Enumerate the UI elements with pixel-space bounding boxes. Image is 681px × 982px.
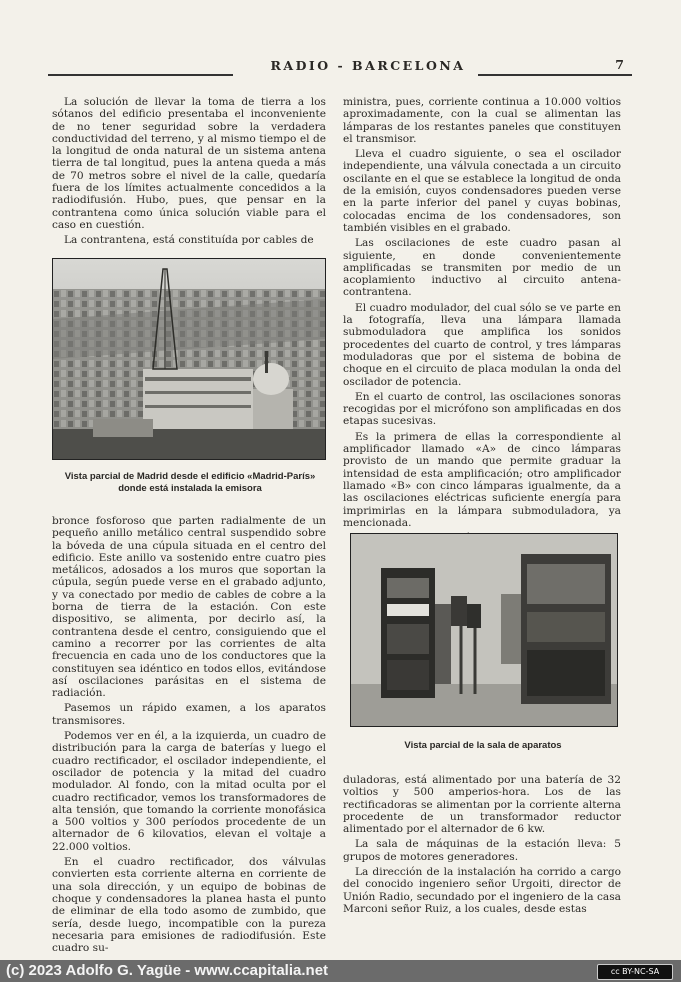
running-header <box>48 56 632 78</box>
paragraph: duladoras, está alimentado por una batería de 32 voltios y 500 amperios-hora. Los de las rectificadoras se alimentan por la corriente alterna procedente de un transformador reductor alimentado por el alternador de 6 kw. <box>343 774 621 836</box>
page-number: 7 <box>615 57 624 72</box>
left-column-bottom <box>52 515 326 957</box>
paragraph: El cuadro modulador, del cual sólo se ve parte en la fotografía, lleva una lámpara llamada submoduladora que amplifica los sonidos procedentes del cuarto de control, y tres lámparas moduladoras que por el sistema de bobina de choque en el circuito de placa modulan la onda del oscilador de potencia. <box>343 301 621 388</box>
paragraph: Podemos ver en él, a la izquierda, un cuadro de distribución para la carga de baterías y luego el cuadro rectificador, el oscilador independiente, el oscilador de potencia y la mitad del cuadro modulador. Al fondo, con la mitad oculta por el cuadro rectificador, vemos los transformadores de alta tensión, que tomando la corriente monofásica a 500 voltios y 300 períodos procedente de un alternador de 6 kilovatios, elevan el voltaje a 22.000 voltios. <box>52 730 326 853</box>
paragraph: La contrantena, está constituída por cables de <box>64 234 314 247</box>
copyright-credit: (c) 2023 Adolfo G. Yagüe - www.ccapitalia.net <box>6 962 329 979</box>
paragraph: La solución de llevar la toma de tierra a los sótanos del edificio presentaba el inconveniente de no tener seguridad sobre la verdadera conductividad del terreno, y al mismo tiempo el de la longitud de onda natural de un sistema antena tierra de tal longitud, pues la antena queda a más de 70 metros sobre el nivel de la calle, quedaría fuera de los límites actualmente concedidos a la radiodifusión. Hubo, pues, que pensar en la contrantena como única solución viable para el caso en cuestión. <box>52 96 326 231</box>
copyright-band <box>0 960 681 982</box>
photo-caption: Vista parcial de Madrid desde el edificio «Madrid-París» donde está instalada la emisora <box>64 471 316 494</box>
madrid-view-photo <box>52 258 326 460</box>
photo-caption: Vista parcial de la sala de aparatos <box>404 740 562 751</box>
paragraph: En el cuarto de control, las oscilaciones sonoras recogidas por el micrófono son amplificadas en dos etapas sucesivas. <box>343 390 621 428</box>
equipment-room-photo <box>350 533 618 727</box>
paragraph: Las oscilaciones de este cuadro pasan al siguiente, en donde convenientemente amplificadas se transmiten por medio de un acoplamiento inductivo al circuito antena-contrantena. <box>343 237 621 299</box>
paragraph: Es la primera de ellas la correspondiente al amplificador llamado «A» de cinco lámparas provisto de un mando que permite graduar la intensidad de esta amplificación; otro amplificador llamado «B» con cinco lámparas igualmente, da a las oscilaciones eléctricas suficiente energía para imprimirlas en la lámpara submoduladora, ya mencionada. <box>343 430 621 529</box>
madrid-view-illustration <box>53 259 325 459</box>
paragraph: bronce fosforoso que parten radialmente de un pequeño anillo metálico central suspendido sobre la bóveda de una cúpula situada en el centro del edificio. Este anillo va sostenido entre cuatro pies metálicos, adosados a los muros que soportan la cúpula, según puede verse en el grabado adjunto, y va conectado por medio de cables de cobre a la borna de tierra de la estación. Con este dispositivo, se alimenta, por decirlo así, la contrantena desde el centro, consiguiendo que el camino a recorrer por las corrientes de alta frecuencia en cada uno de los conductores que la constituyen sea idéntico en todos ellos, evitándose así oscilaciones parásitas en el sistema de radiación. <box>52 515 326 700</box>
left-column-top <box>52 96 326 250</box>
right-column-bottom <box>343 774 621 918</box>
header-rule-left <box>48 74 233 76</box>
paragraph: La sala de máquinas de la estación lleva: 5 grupos de motores generadores. <box>343 838 621 863</box>
license-badge: cc BY-NC-SA <box>597 964 673 980</box>
header-rule-right <box>478 74 632 76</box>
paragraph: Pasemos un rápido examen, a los aparatos transmisores. <box>52 702 326 727</box>
equipment-room-illustration <box>351 534 617 726</box>
paragraph: Lleva el cuadro siguiente, o sea el oscilador independiente, una válvula conectada a un circuito oscilante en el que se establece la longitud de onda de la emisión, cuyos condensadores pueden verse en la parte inferior del panel y cuyas bobinas, colocadas encima de los condensadores, son también visibles en el grabado. <box>343 148 621 234</box>
magazine-title: RADIO - BARCELONA <box>270 58 466 73</box>
paragraph: En el cuadro rectificador, dos válvulas convierten esta corriente alterna en corriente de una sola dirección, y un equipo de bobinas de choque y condensadores la planea hasta el punto de eliminar de ella todo asomo de zumbido, que sería, desde luego, incompatible con la pureza necesaria para emisiones de radiodifusión. Este cuadro su- <box>52 856 326 955</box>
paragraph: ministra, pues, corriente continua a 10.000 voltios aproximadamente, con la cual se alimentan las lámparas de los restantes paneles que constituyen el transmisor. <box>343 96 621 145</box>
right-column-top <box>343 96 621 547</box>
paragraph: La dirección de la instalación ha corrido a cargo del conocido ingeniero señor Urgoiti, director de Unión Radio, secundado por el ingeniero de la casa Marconi señor Ruiz, a los cuales, desde estas <box>343 866 621 915</box>
